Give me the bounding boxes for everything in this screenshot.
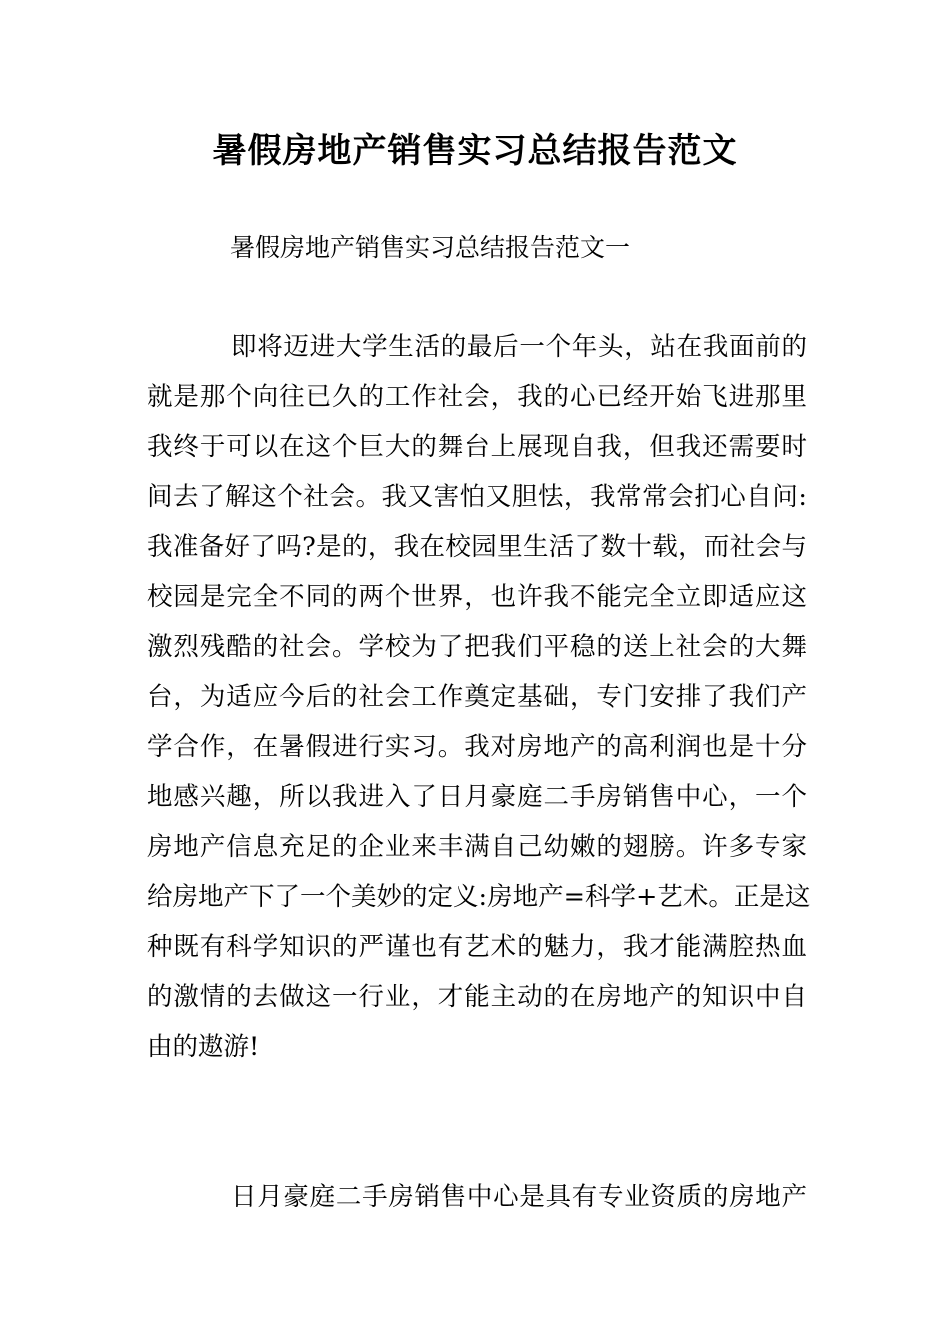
paragraph-line: 间去了解这个社会。我又害怕又胆怯，我常常会扪心自问: (147, 482, 807, 512)
paragraph-line: 台，为适应今后的社会工作奠定基础，专门安排了我们产 (147, 682, 807, 712)
paragraph-line: 给房地产下了一个美妙的定义:房地产=科学+艺术。正是这 (147, 882, 811, 912)
paragraph-line: 地感兴趣，所以我进入了日月豪庭二手房销售中心，一个 (147, 782, 807, 812)
document-subtitle: 暑假房地产销售实习总结报告范文一 (230, 233, 631, 262)
paragraph-line: 种既有科学知识的严谨也有艺术的魅力，我才能满腔热血 (147, 932, 807, 962)
paragraph-line: 学合作，在暑假进行实习。我对房地产的高利润也是十分 (147, 732, 807, 762)
paragraph-2 (147, 1172, 807, 1222)
paragraph-line: 校园是完全不同的两个世界，也许我不能完全立即适应这 (147, 582, 807, 612)
paragraph-line: 激烈残酷的社会。学校为了把我们平稳的送上社会的大舞 (147, 632, 807, 662)
paragraph-line: 房地产信息充足的企业来丰满自己幼嫩的翅膀。许多专家 (147, 832, 807, 862)
paragraph-line: 即将迈进大学生活的最后一个年头，站在我面前的 (231, 332, 807, 362)
paragraph-line: 日月豪庭二手房销售中心是具有专业资质的房地产 (231, 1182, 807, 1212)
paragraph-line: 的激情的去做这一行业，才能主动的在房地产的知识中自 (147, 982, 807, 1012)
paragraph-line: 我准备好了吗?是的，我在校园里生活了数十载，而社会与 (147, 532, 807, 562)
document-title: 暑假房地产销售实习总结报告范文 (212, 131, 738, 171)
paragraph-line: 由的遨游! (147, 1032, 260, 1062)
paragraph-line: 我终于可以在这个巨大的舞台上展现自我，但我还需要时 (147, 432, 807, 462)
paragraph-line: 就是那个向往已久的工作社会，我的心已经开始飞进那里 (147, 382, 807, 412)
paragraph-1 (147, 322, 811, 1072)
